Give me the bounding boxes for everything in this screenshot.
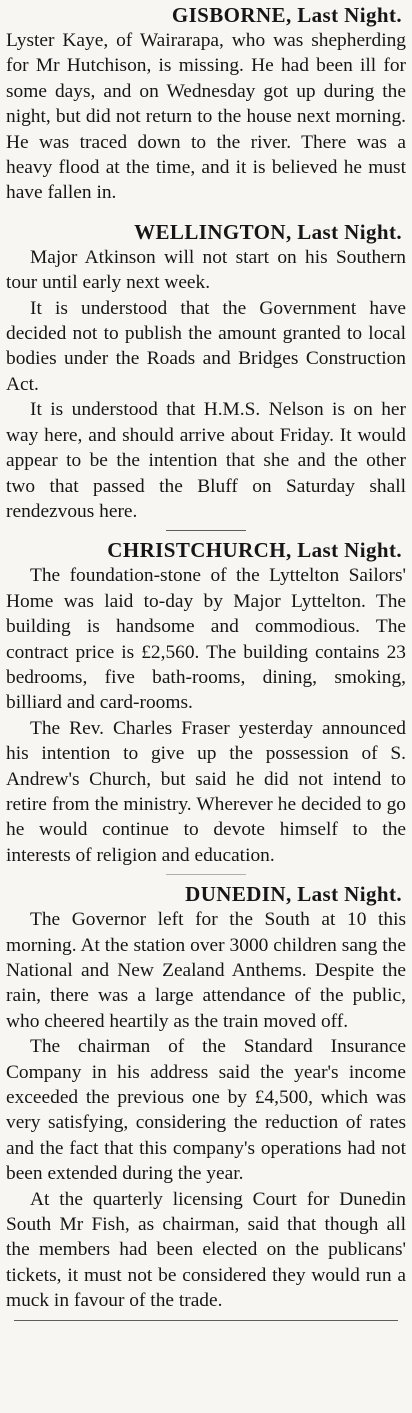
section-divider xyxy=(166,530,246,531)
heading-rest: , Last Night. xyxy=(285,538,402,563)
heading-place: WELLINGTON xyxy=(134,219,286,244)
heading-rest: , Last Night. xyxy=(285,882,402,907)
paragraph: It is understood that H.M.S. Nelson is on her way here, and should arrive about Friday. It would appear to be the intention that she and the other two that passed the Bluff on Saturday shall rendezvous here. xyxy=(6,399,406,522)
heading-place: DUNEDIN xyxy=(185,882,286,907)
heading-rest: , Last Night. xyxy=(285,3,402,27)
heading-place: CHRISTCHURCH xyxy=(107,538,286,563)
section-dunedin xyxy=(6,881,406,1314)
section-gisborne xyxy=(6,2,406,206)
paragraph: The Rev. Charles Fraser yesterday announced his intention to give up the possession of S. Andrew's Church, but said he did not intend to retire from the ministry. Wherever he decided to go he would continue to devote himself to the interests of religion and education. xyxy=(6,717,406,866)
paragraph: At the quarterly licensing Court for Dunedin South Mr Fish, as chairman, said that though all the members had been elected on the publicans' tickets, it must not be considered they would run a muck in favour of the trade. xyxy=(6,1188,406,1312)
paragraph: Lyster Kaye, of Wairarapa, who was shepherding for Mr Hutchison, is missing. He had been ill for some days, and on Wednesday got up during the night, but did not return to the house next morning. He was traced down to the river. There was a heavy flood at the time, and it is believed he must have fallen in. xyxy=(6,30,406,204)
section-heading xyxy=(6,537,406,563)
section-christchurch xyxy=(6,537,406,868)
paragraph: It is understood that the Government have decided not to publish the amount granted to local bodies under the Roads and Bridges Construction Act. xyxy=(6,297,406,395)
paragraph: The Governor left for the South at 10 this morning. At the station over 3000 children sang the National and New Zealand Anthems. Despite the rain, there was a large attendance of the public, who cheered heartily as the train moved off. xyxy=(6,909,406,1032)
section-heading xyxy=(6,2,406,28)
heading-place: GISBORNE xyxy=(171,3,286,27)
paragraph: The chairman of the Standard Insurance Company in his address said the year's income exceeded the previous one by £4,500, which was very satisfying, considering the reduction of rates and the fact that this company's operations had not been extended during the year. xyxy=(6,1036,406,1185)
paragraph: The foundation-stone of the Lyttelton Sailors' Home was laid to-day by Major Lyttelton. The building is handsome and commodious. The contract price is £2,560. The building contains 23 bedrooms, five bath-rooms, dining, smoking, billiard and card-rooms. xyxy=(6,565,406,714)
heading-rest: , Last Night. xyxy=(285,219,402,244)
section-heading xyxy=(6,881,406,907)
section-wellington xyxy=(6,219,406,524)
section-divider xyxy=(166,874,246,875)
section-heading xyxy=(6,219,406,245)
bottom-rule xyxy=(14,1320,398,1321)
paragraph: Major Atkinson will not start on his Southern tour until early next week. xyxy=(6,246,406,294)
